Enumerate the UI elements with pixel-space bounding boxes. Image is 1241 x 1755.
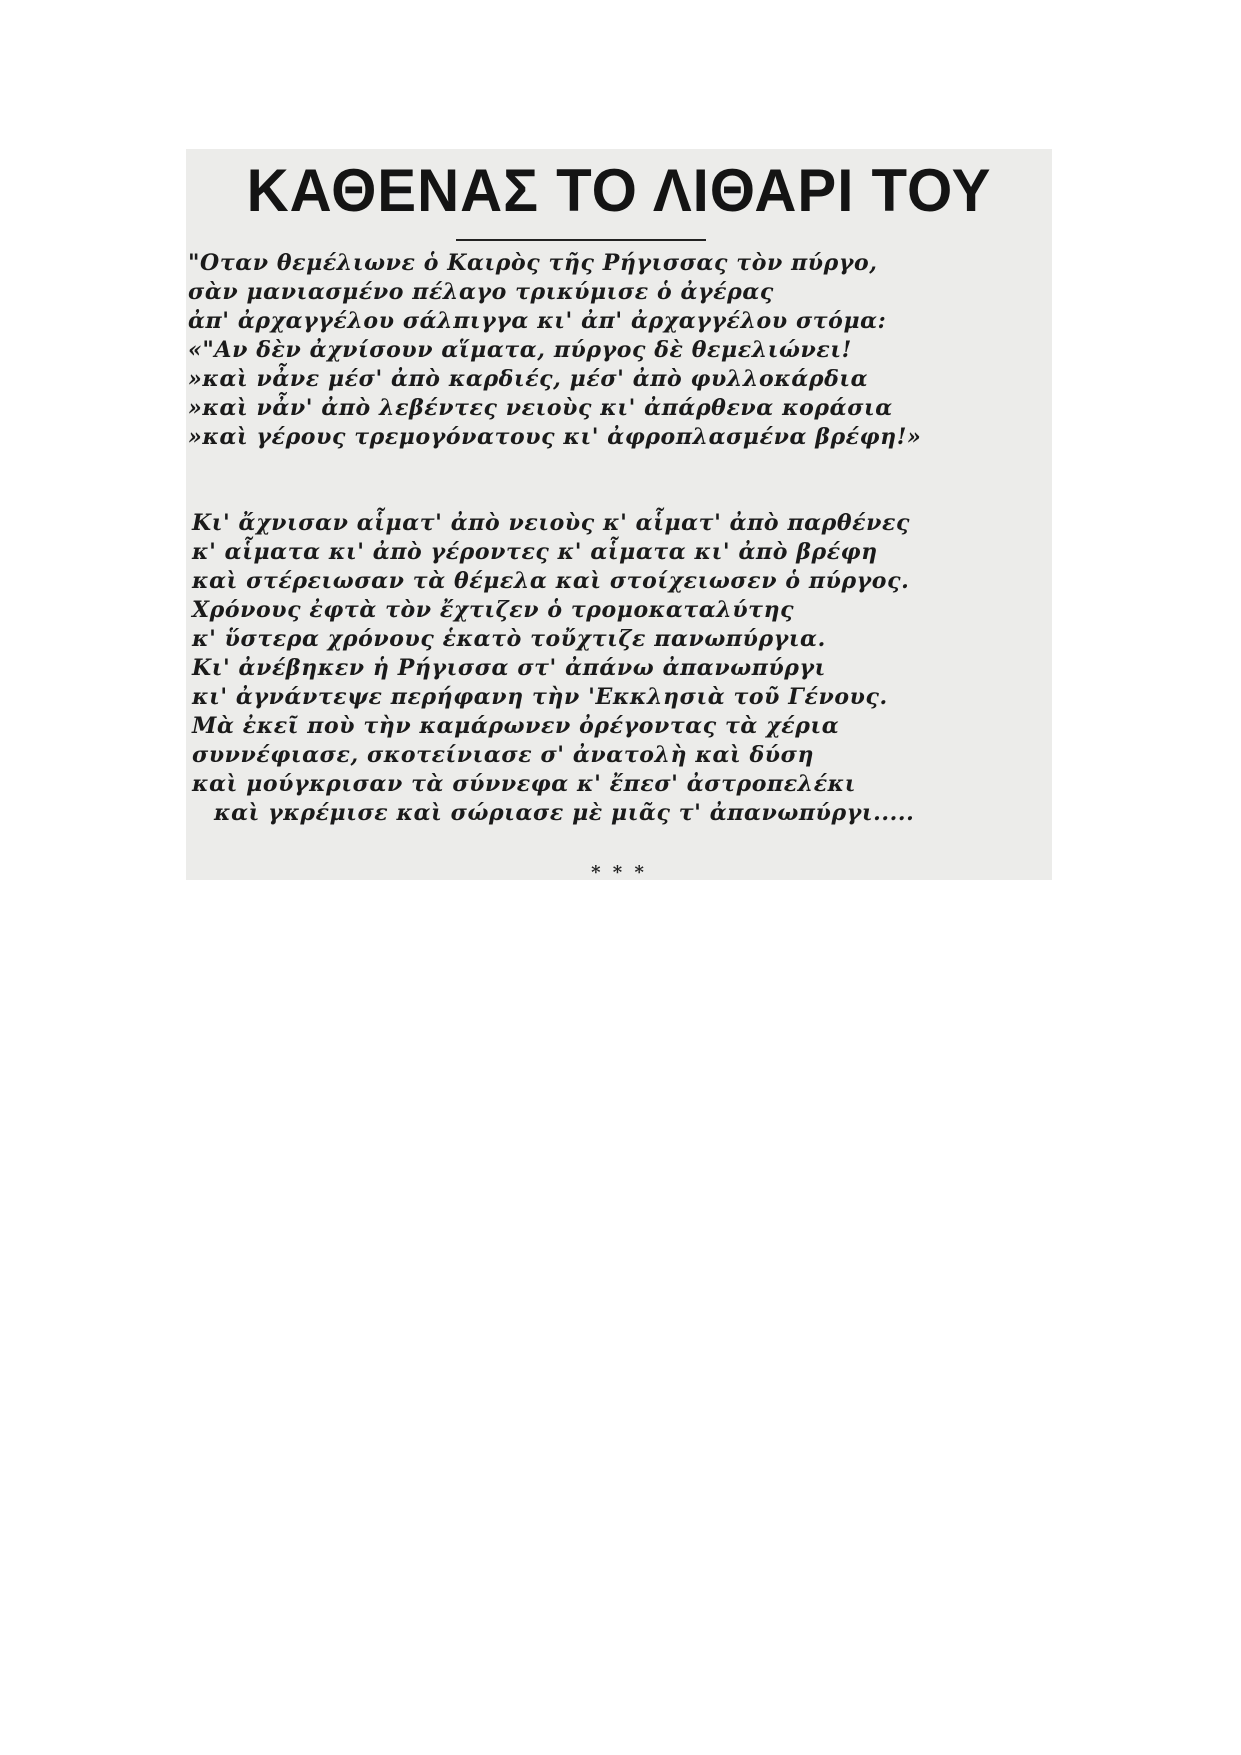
verse-line: "Οταν θεμέλιωνε ὁ Καιρὸς τῆς Ρήγισσας τὸν πύργο,: [188, 250, 878, 276]
verse-line: Κι' ἄχνισαν αἷματ' ἀπὸ νειοὺς κ' αἷματ' ἀπὸ παρθένες: [192, 510, 910, 536]
poem-title: ΚΑΘΕΝΑΣ ΤΟ ΛΙΘΑΡΙ ΤΟΥ: [246, 157, 992, 224]
verse-line: σὰν μανιασμένο πέλαγο τρικύμισε ὁ ἀγέρας: [188, 279, 774, 305]
verse-line: »καὶ γέρους τρεμογόνατους κι' ἀφροπλασμένα βρέφη!»: [188, 424, 922, 450]
verse-line: ἀπ' ἀρχαγγέλου σάλπιγγα κι' ἀπ' ἀρχαγγέλου στόμα:: [188, 308, 887, 334]
verse-line: Χρόνους ἐφτὰ τὸν ἔχτιζεν ὁ τρομοκαταλύτης: [192, 597, 795, 623]
stanza-1: [188, 249, 1048, 452]
verse-line: κ' ὕστερα χρόνους ἑκατὸ τοὔχτιζε πανωπύργια.: [192, 626, 826, 652]
verse-line: κ' αἷματα κι' ἀπὸ γέροντες κ' αἷματα κι' ἀπὸ βρέφη: [192, 539, 878, 565]
verse-line: «"Αν δὲν ἀχνίσουν αἵματα, πύργος δὲ θεμελιώνει!: [188, 337, 852, 363]
title-divider: [456, 239, 706, 241]
verse-line: »καὶ νἆν' ἀπὸ λεβέντες νειοὺς κι' ἀπάρθενα κοράσια: [188, 395, 893, 421]
verse-line: »καὶ νἆνε μέσ' ἀπὸ καρδιές, μέσ' ἀπὸ φυλλοκάρδια: [188, 366, 869, 392]
verse-line: συννέφιασε, σκοτείνιασε σ' ἀνατολὴ καὶ δύση: [192, 742, 815, 768]
verse-line: κι' ἀγνάντεψε περήφανη τὴν 'Εκκλησιὰ τοῦ Γένους.: [192, 684, 888, 710]
newspaper-clipping: [186, 149, 1052, 880]
section-ornament: * * *: [591, 862, 647, 880]
stanza-2: [188, 509, 1048, 828]
verse-line: καὶ γκρέμισε καὶ σώριασε μὲ μιᾶς τ' ἀπανωπύργι.....: [214, 800, 915, 826]
verse-line: καὶ στέρειωσαν τὰ θέμελα καὶ στοίχειωσεν ὁ πύργος.: [192, 568, 910, 594]
verse-line: καὶ μούγκρισαν τὰ σύννεφα κ' ἔπεσ' ἀστροπελέκι: [192, 771, 857, 797]
verse-line: Μὰ ἐκεῖ ποὺ τὴν καμάρωνεν ὀρέγοντας τὰ χέρια: [192, 713, 840, 739]
verse-line: Κι' ἀνέβηκεν ἡ Ρήγισσα στ' ἀπάνω ἀπανωπύργι: [192, 655, 826, 681]
